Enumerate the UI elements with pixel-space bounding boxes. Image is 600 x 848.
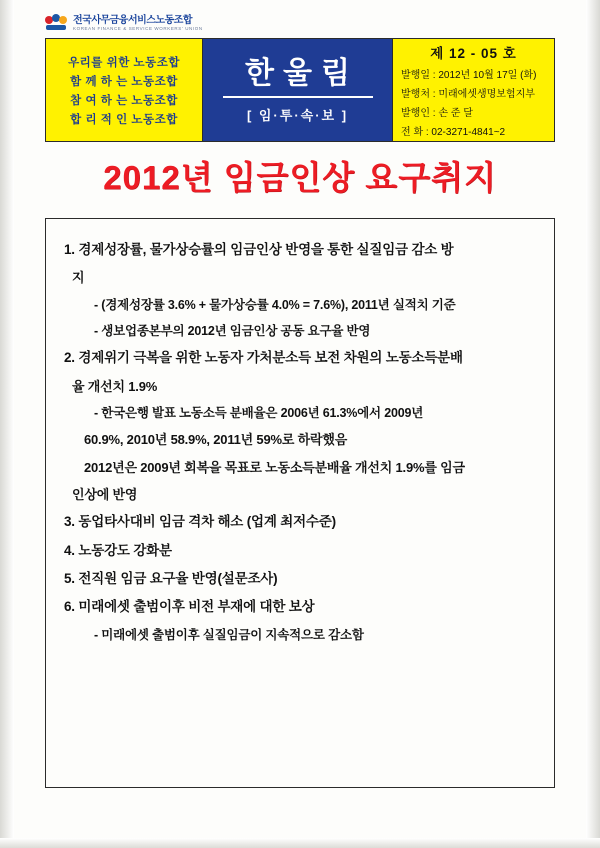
page-edge-left (0, 0, 14, 848)
slogan-line: 우리를 위한 노동조합 (68, 56, 180, 69)
list-item: - (경제성장률 3.6% + 물가상승률 4.0% = 7.6%), 2011년 실적치 기준 (94, 297, 456, 312)
issue-phone: 전 화 : 02-3271-4841~2 (401, 127, 506, 138)
publication-title-panel (203, 39, 393, 141)
list-item: - 생보업종본부의 2012년 임금인상 공동 요구율 반영 (94, 324, 371, 339)
list-item: 2. 경제위기 극복을 위한 노동자 가처분소득 보전 차원의 노동소득분배 (64, 350, 463, 366)
list-item: 5. 전직원 임금 요구율 반영(설문조사) (64, 571, 278, 587)
list-item: 4. 노동강도 강화분 (64, 542, 172, 558)
list-item: 3. 동업타사대비 임금 격차 해소 (업계 최저수준) (64, 514, 336, 530)
masthead (45, 10, 555, 38)
slogan-line: 참 여 하 는 노동조합 (70, 94, 178, 107)
list-item: 2012년은 2009년 회복을 목표로 노동소득분배율 개선치 1.9%를 임금 (84, 459, 465, 475)
page-title: 2012년 임금인상 요구취지 (103, 159, 497, 196)
issue-date: 발행일 : 2012년 10월 17일 (화) (401, 70, 537, 81)
list-item: 율 개선치 1.9% (72, 378, 158, 394)
slogan-panel (46, 39, 203, 141)
issue-editor: 발행인 : 손 준 달 (401, 108, 473, 119)
union-dots-logo-icon (45, 14, 67, 34)
header-band (45, 38, 555, 142)
issue-info-panel (393, 39, 554, 141)
publication-title: 한울림 (245, 57, 359, 91)
content-box (45, 218, 555, 788)
list-item: - 한국은행 발표 노동소득 분배율은 2006년 61.3%에서 2009년 (94, 406, 424, 421)
slogan-line: 함 께 하 는 노동조합 (70, 75, 178, 88)
union-name-sub: KOREAN FINANCE & SERVICE WORKERS' UNION (73, 25, 203, 31)
publication-subtitle: [ 임·투·속·보 ] (246, 107, 349, 123)
union-name: 전국사무금융서비스노동조합 (73, 15, 193, 27)
list-item: - 미래에셋 출범이후 실질임금이 지속적으로 감소함 (94, 627, 364, 642)
list-item: 1. 경제성장률, 물가상승률의 임금인상 반영을 통한 실질임금 감소 방 (64, 242, 454, 257)
issue-number: 제 12 - 05 호 (430, 46, 517, 61)
page-edge-bottom (0, 838, 600, 848)
slogan-line: 합 리 적 인 노동조합 (70, 113, 178, 126)
page-edge-right (586, 0, 600, 848)
issue-publisher: 발행처 : 미래에셋생명보험지부 (401, 89, 535, 100)
list-item: 인상에 반영 (72, 487, 138, 503)
list-item: 지 (72, 270, 85, 286)
title-divider (223, 96, 373, 98)
list-item: 6. 미래에셋 출범이후 비전 부재에 대한 보상 (64, 599, 315, 615)
list-item: 60.9%, 2010년 58.9%, 2011년 59%로 하락했음 (84, 432, 348, 448)
